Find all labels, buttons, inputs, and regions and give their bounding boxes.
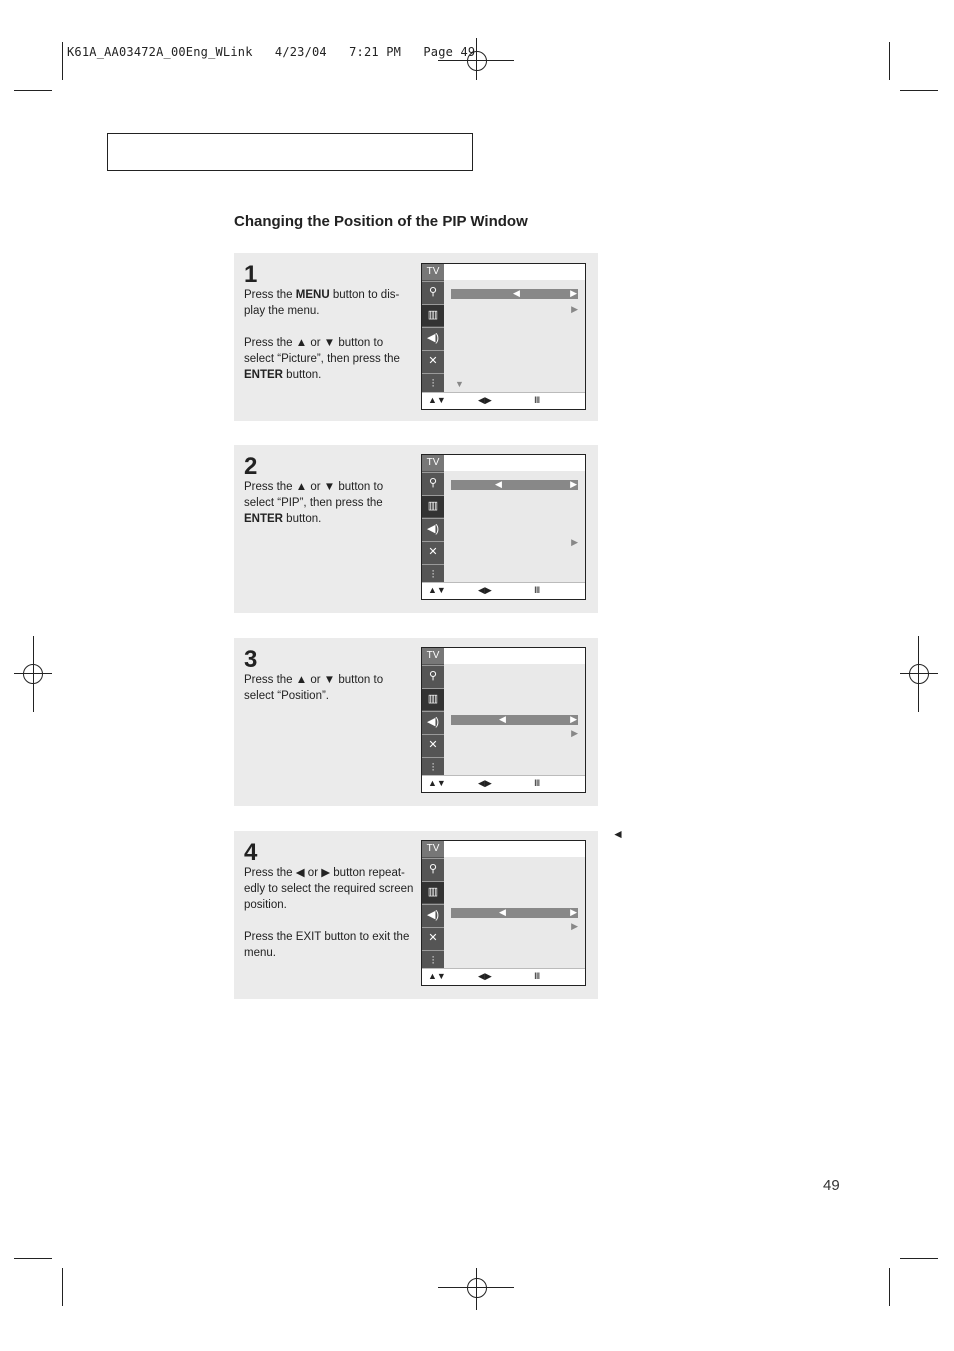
left-arrow-icon: ◀ (495, 479, 502, 489)
step-instructions (244, 479, 414, 543)
menu-sidebar (422, 455, 444, 583)
sound-icon: ◀) (422, 518, 444, 540)
input-icon: ⚲ (422, 472, 444, 494)
setup-icon: ⫶ (422, 757, 444, 779)
registration-line (476, 1268, 477, 1310)
setup-icon: ⫶ (422, 564, 444, 586)
highlight-bar (451, 289, 578, 299)
picture-icon: ▥ (422, 304, 444, 326)
left-arrow-icon: ◀ (513, 288, 520, 298)
adjust-icon: ◀▶ (478, 778, 492, 788)
highlight-bar (451, 908, 578, 918)
submenu-arrow-icon: ▶ (571, 921, 578, 931)
note-pointer-icon: ◄ (612, 827, 624, 841)
adjust-icon: ◀▶ (478, 395, 492, 405)
instruction-paragraph: Press the ◀ or ▶ button repeat-edly to select the required screen position. (244, 867, 414, 911)
move-icon: ▲▼ (428, 778, 446, 788)
crop-mark (14, 1258, 52, 1259)
step-4-panel (234, 831, 598, 999)
step-instructions (244, 672, 414, 720)
channel-icon: ✕ (422, 734, 444, 756)
registration-line (918, 636, 919, 712)
tv-menu-screen (421, 454, 586, 600)
tv-label: TV (422, 648, 444, 664)
move-icon: ▲▼ (428, 395, 446, 405)
section-title: Changing the Position of the PIP Window (234, 213, 528, 230)
step-number: 3 (244, 646, 258, 673)
adjust-icon: ◀▶ (478, 585, 492, 595)
page-number: 49 (823, 1177, 840, 1194)
move-icon: ▲▼ (428, 585, 446, 595)
instruction-paragraph: Press the MENU button to dis-play the menu. (244, 289, 400, 317)
crop-mark (14, 90, 52, 91)
crop-mark (900, 1258, 938, 1259)
channel-icon: ✕ (422, 541, 444, 563)
right-arrow-icon: ▶ (570, 907, 577, 917)
crop-mark (62, 1268, 63, 1306)
submenu-arrow-icon: ▶ (571, 728, 578, 738)
move-icon: ▲▼ (428, 971, 446, 981)
exit-icon: Ⅲ (534, 585, 541, 595)
step-1-panel (234, 253, 598, 421)
channel-icon: ✕ (422, 927, 444, 949)
menu-footer (422, 392, 585, 409)
menu-title-bar (444, 648, 585, 664)
menu-sidebar (422, 264, 444, 393)
sound-icon: ◀) (422, 327, 444, 349)
step-3-panel (234, 638, 598, 806)
registration-line (33, 636, 34, 712)
crop-mark (889, 1268, 890, 1306)
menu-footer (422, 968, 585, 985)
instruction-paragraph: Press the EXIT button to exit the menu. (244, 931, 410, 959)
instruction-paragraph: Press the ▲ or ▼ button to select “Position”. (244, 674, 384, 702)
channel-icon: ✕ (422, 350, 444, 372)
setup-icon: ⫶ (422, 373, 444, 395)
menu-title-bar (444, 264, 585, 280)
right-arrow-icon: ▶ (570, 288, 577, 298)
tv-label: TV (422, 264, 444, 280)
step-number: 2 (244, 453, 258, 480)
menu-sidebar (422, 648, 444, 776)
menu-sidebar (422, 841, 444, 969)
step-number: 1 (244, 261, 258, 288)
right-arrow-icon: ▶ (570, 479, 577, 489)
picture-icon: ▥ (422, 688, 444, 710)
left-arrow-icon: ◀ (499, 907, 506, 917)
highlight-bar (451, 715, 578, 725)
input-icon: ⚲ (422, 858, 444, 880)
registration-line (900, 673, 938, 674)
instruction-paragraph: Press the ▲ or ▼ button to select “Picture”, then press the ENTER button. (244, 337, 400, 381)
crop-mark (900, 90, 938, 91)
tv-label: TV (422, 841, 444, 857)
highlight-bar (451, 480, 578, 490)
registration-mark-icon (909, 664, 929, 684)
tv-menu-screen (421, 840, 586, 986)
step-instructions (244, 865, 414, 977)
picture-icon: ▥ (422, 495, 444, 517)
setup-icon: ⫶ (422, 950, 444, 972)
instruction-paragraph: Press the ▲ or ▼ button to select “PIP”, then press the ENTER button. (244, 481, 384, 525)
print-header: K61A_AA03472A_00Eng_WLink 4/23/04 7:21 PM Page 49 (67, 45, 476, 59)
tv-menu-screen (421, 647, 586, 793)
menu-title-bar (444, 455, 585, 471)
registration-line (476, 38, 477, 80)
step-instructions (244, 287, 414, 399)
tv-menu-screen (421, 263, 586, 410)
submenu-arrow-icon: ▶ (571, 537, 578, 547)
sound-icon: ◀) (422, 904, 444, 926)
chapter-header-box (107, 133, 473, 171)
input-icon: ⚲ (422, 665, 444, 687)
crop-mark (889, 42, 890, 80)
picture-icon: ▥ (422, 881, 444, 903)
scroll-down-icon: ▼ (455, 379, 464, 389)
step-number: 4 (244, 839, 258, 866)
exit-icon: Ⅲ (534, 778, 541, 788)
step-2-panel (234, 445, 598, 613)
menu-title-bar (444, 841, 585, 857)
adjust-icon: ◀▶ (478, 971, 492, 981)
crop-mark (62, 42, 63, 80)
submenu-arrow-icon: ▶ (571, 304, 578, 314)
input-icon: ⚲ (422, 281, 444, 303)
sound-icon: ◀) (422, 711, 444, 733)
exit-icon: Ⅲ (534, 395, 541, 405)
tv-label: TV (422, 455, 444, 471)
left-arrow-icon: ◀ (499, 714, 506, 724)
menu-footer (422, 582, 585, 599)
registration-mark-icon (467, 1278, 487, 1298)
menu-footer (422, 775, 585, 792)
exit-icon: Ⅲ (534, 971, 541, 981)
right-arrow-icon: ▶ (570, 714, 577, 724)
